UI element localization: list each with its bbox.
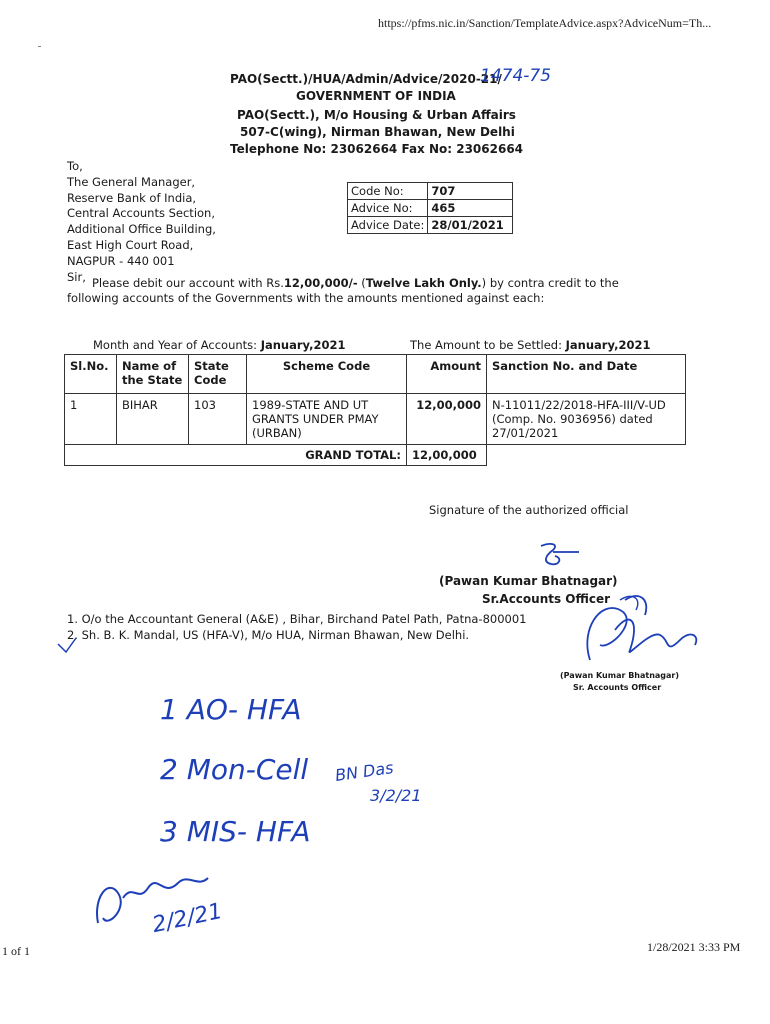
- cell-state-code: 103: [189, 394, 247, 445]
- month-value: January,2021: [260, 338, 346, 352]
- grand-total-blank: [487, 445, 686, 466]
- cell-scheme-code: 1989-STATE AND UT GRANTS UNDER PMAY (URBAN): [247, 394, 407, 445]
- cell-amount: 12,00,000: [407, 394, 487, 445]
- handwritten-note-2-initials: BN Das: [333, 758, 395, 785]
- addressee-line: To,: [67, 159, 83, 173]
- handwritten-note-3: 3 MIS- HFA: [160, 815, 311, 848]
- office-address: 507-C(wing), Nirman Bhawan, New Delhi: [240, 125, 515, 139]
- col-state-name: Name of the State: [117, 355, 189, 394]
- cell-state-name: BIHAR: [117, 394, 189, 445]
- advice-date-label: Advice Date:: [348, 217, 428, 234]
- code-row: [348, 183, 513, 200]
- code-label: Code No:: [348, 183, 428, 200]
- tick-mark-icon: [56, 636, 78, 656]
- officer-stamp-designation: Sr. Accounts Officer: [573, 683, 662, 692]
- month-of-accounts: [93, 338, 346, 352]
- advice-date-row: [348, 217, 513, 234]
- advice-label: Advice No:: [348, 200, 428, 217]
- instruction-text: following accounts of the Governments with the amounts mentioned against each:: [67, 291, 545, 305]
- handwritten-signature-icon: [570, 590, 710, 680]
- grand-total-value: 12,00,000: [407, 445, 487, 466]
- handwritten-bottom-date: 2/2/21: [150, 898, 225, 939]
- advice-date-value: 28/01/2021: [428, 217, 513, 234]
- copy-line: 1. O/o the Accountant General (A&E) , Bihar, Birchand Patel Path, Patna-800001: [67, 612, 527, 626]
- reference-line: [230, 72, 502, 86]
- addressee-line: Central Accounts Section,: [67, 206, 215, 221]
- handwritten-note-2-date: 3/2/21: [370, 786, 422, 805]
- office-name: PAO(Sectt.), M/o Housing & Urban Affairs: [237, 108, 516, 122]
- amount-in-words: Twelve Lakh Only.: [365, 276, 482, 290]
- col-sanction: Sanction No. and Date: [487, 355, 686, 394]
- addressee-block: [67, 159, 216, 285]
- col-scheme-code: Scheme Code: [247, 355, 407, 394]
- addressee-line: East High Court Road,: [67, 237, 194, 252]
- accounts-table: [64, 354, 686, 466]
- print-timestamp: 1/28/2021 3:33 PM: [647, 940, 741, 954]
- addressee-line: Sir,: [67, 269, 86, 284]
- code-value: 707: [428, 183, 513, 200]
- table-row: [65, 394, 686, 445]
- cell-sl-no: 1: [65, 394, 117, 445]
- advice-code-box: [347, 182, 513, 234]
- officer-designation: Sr.Accounts Officer: [482, 592, 611, 606]
- handwritten-note-2: 2 Mon-Cell: [160, 753, 309, 786]
- grand-total-row: [65, 445, 686, 466]
- reference-number: PAO(Sectt.)/HUA/Admin/Advice/2020-21/: [230, 72, 502, 86]
- government-title: GOVERNMENT OF INDIA: [296, 89, 456, 103]
- instruction-paragraph: [67, 276, 667, 306]
- page-corner-mark: [38, 46, 41, 47]
- telephone-line: Telephone No: 23062664 Fax No: 23062664: [230, 142, 524, 156]
- instruction-text: Please debit our account with Rs.: [92, 276, 284, 290]
- signature-scribble-icon: [535, 540, 585, 572]
- addressee-line: The General Manager,: [67, 174, 196, 189]
- browser-url: https://pfms.nic.in/Sanction/TemplateAdvice.aspx?AdviceNum=Th...: [378, 16, 712, 30]
- instruction-text: ) by contra credit to the: [481, 276, 619, 290]
- addressee-line: NAGPUR - 440 001: [67, 253, 175, 268]
- copy-line: 2. Sh. B. K. Mandal, US (HFA-V), M/o HUA, Nirman Bhawan, New Delhi.: [67, 628, 470, 642]
- addressee-line: Additional Office Building,: [67, 222, 216, 237]
- table-header-row: [65, 355, 686, 394]
- amount-to-be-settled: [410, 338, 650, 352]
- page-count: 1 of 1: [2, 944, 30, 958]
- month-label: Month and Year of Accounts:: [93, 338, 261, 352]
- col-sl-no: Sl.No.: [65, 355, 117, 394]
- settle-value: January,2021: [565, 338, 651, 352]
- col-state-code: State Code: [189, 355, 247, 394]
- reference-handwritten: 1474-75: [480, 66, 552, 86]
- debit-amount: 12,00,000/-: [283, 276, 358, 290]
- cell-sanction: N-11011/22/2018-HFA-III/V-UD (Comp. No. 9036956) dated 27/01/2021: [487, 394, 686, 445]
- advice-value: 465: [428, 200, 513, 217]
- advice-row: [348, 200, 513, 217]
- instruction-text: (: [357, 276, 366, 290]
- settle-label: The Amount to be Settled:: [410, 338, 566, 352]
- officer-name: (Pawan Kumar Bhatnagar): [439, 574, 618, 588]
- copy-to-list: [67, 611, 526, 643]
- grand-total-label: GRAND TOTAL:: [65, 445, 407, 466]
- officer-stamp-name: (Pawan Kumar Bhatnagar): [560, 671, 680, 680]
- signature-caption: Signature of the authorized official: [429, 503, 629, 517]
- col-amount: Amount: [407, 355, 487, 394]
- handwritten-note-1: 1 AO- HFA: [160, 693, 302, 726]
- addressee-line: Reserve Bank of India,: [67, 190, 197, 205]
